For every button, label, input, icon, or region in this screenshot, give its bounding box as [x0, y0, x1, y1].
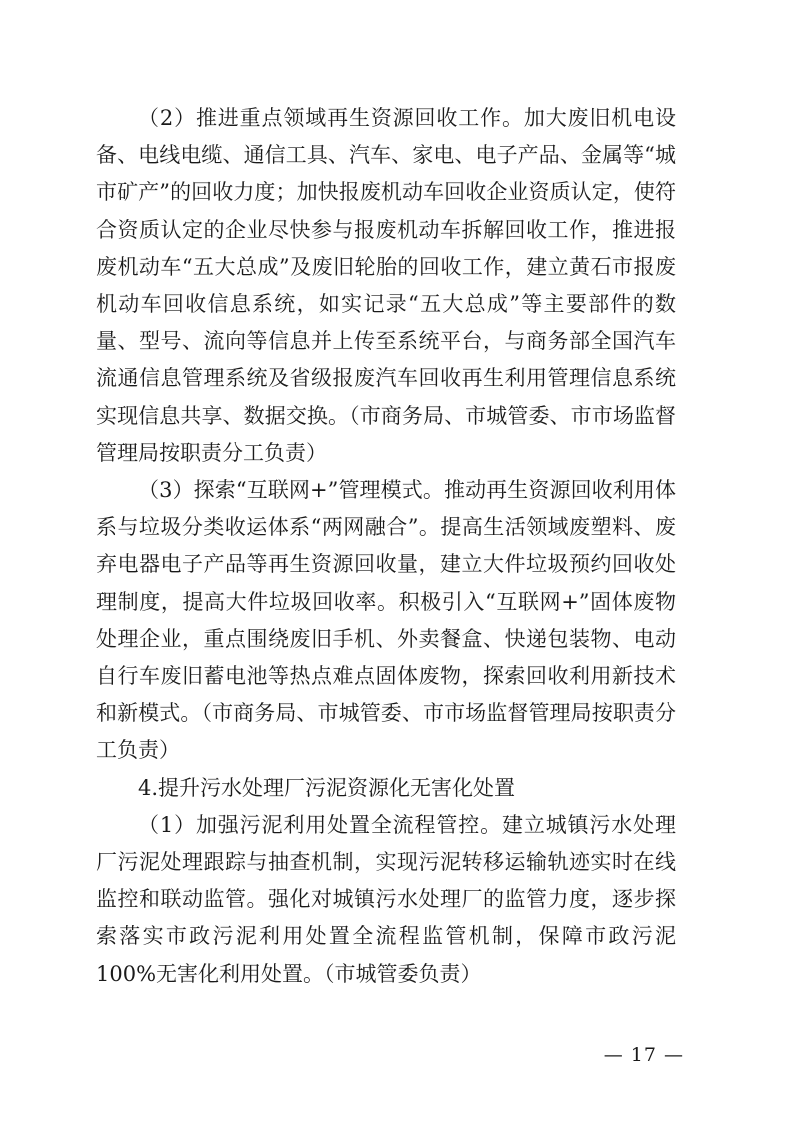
document-body [96, 100, 676, 993]
paragraph-3-internet-plus: （3）探索“互联网+”管理模式。推动再生资源回收利用体系与垃圾分类收运体系“两网融合”。提高生活领域废塑料、废弃电器电子产品等再生资源回收量，建立大件垃圾预约回收处理制度，提高大件垃圾回收率。积极引入“互联网+”固体废物处理企业，重点围绕废旧手机、外卖餐盒、快递包装物、电动自行车废旧蓄电池等热点难点固体废物，探索回收利用新技术和新模式。（市商务局、市城管委、市市场监督管理局按职责分工负责） [96, 478, 676, 763]
paragraph-2-resource-recycling: （2）推进重点领域再生资源回收工作。加大废旧机电设备、电线电缆、通信工具、汽车、家电、电子产品、金属等“城市矿产”的回收力度；加快报废机动车回收企业资质认定，使符合资质认定的企业尽快参与报废机动车拆解回收工作，推进报废机动车“五大总成”及废旧轮胎的回收工作，建立黄石市报废机动车回收信息系统，如实记录“五大总成”等主要部件的数量、型号、流向等信息并上传至系统平台，与商务部全国汽车流通信息管理系统及省级报废汽车回收再生利用管理信息系统实现信息共享、数据交换。（市商务局、市城管委、市市场监督管理局按职责分工负责） [96, 106, 676, 465]
page-number: — 17 — [603, 1044, 684, 1066]
section-heading-4-sludge: 4.提升污水处理厂污泥资源化无害化处置 [138, 775, 516, 800]
paragraph-4-1-sludge-control: （1）加强污泥利用处置全流程管控。建立城镇污水处理厂污泥处理跟踪与抽查机制，实现污泥转移运输轨迹实时在线监控和联动监管。强化对城镇污水处理厂的监管力度，逐步探索落实市政污泥利用处置全流程监管机制，保障市政污泥100%无害化利用处置。（市城管委负责） [96, 812, 676, 986]
